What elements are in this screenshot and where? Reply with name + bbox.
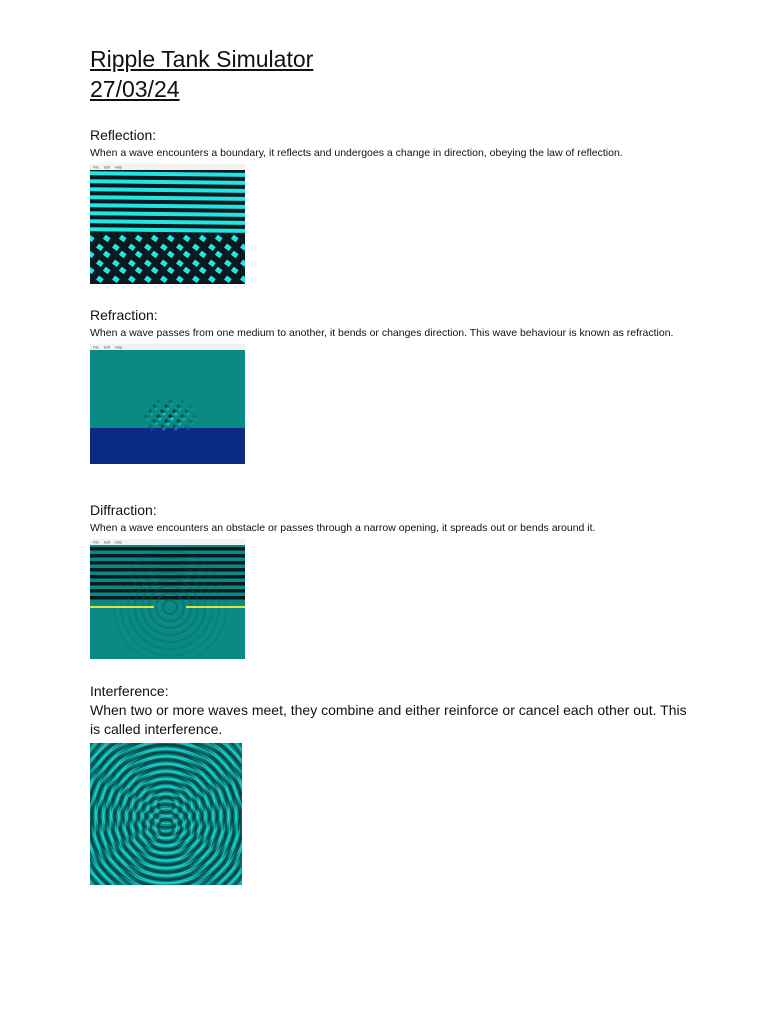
- diffraction-simulation-image: [90, 539, 690, 659]
- menu-file: File: [93, 540, 99, 545]
- reflection-simulation-image: [90, 164, 690, 284]
- menu-help: Help: [115, 540, 123, 545]
- section-description: When a wave encounters a boundary, it reflects and undergoes a change in direction, obeying the law of reflection.: [90, 147, 623, 159]
- section-heading: Refraction:: [90, 307, 158, 323]
- interference-simulation-image: [90, 743, 690, 885]
- document-date: 27/03/24: [90, 76, 180, 102]
- wave-stripe: [90, 596, 245, 600]
- section-reflection: [90, 126, 690, 284]
- barrier-left: [90, 606, 154, 608]
- section-interference: [90, 682, 690, 885]
- section-heading: Diffraction:: [90, 502, 157, 518]
- section-heading: Reflection:: [90, 127, 157, 143]
- section-diffraction: [90, 501, 690, 659]
- document-title: Ripple Tank Simulator: [90, 46, 314, 72]
- menu-file: File: [93, 165, 99, 170]
- menu-edit: Edit: [104, 165, 111, 170]
- section-heading: Interference:: [90, 683, 169, 699]
- document-header: [90, 44, 710, 104]
- menu-help: Help: [115, 345, 123, 350]
- diffraction-wave-pattern: [90, 539, 245, 659]
- section-description: When two or more waves meet, they combine and either reinforce or cancel each other out. This is called interference.: [90, 702, 687, 737]
- interference-wave-pattern: [90, 743, 242, 885]
- refraction-wave-pattern: [90, 344, 245, 464]
- section-description: When a wave passes from one medium to another, it bends or changes direction. This wave behaviour is known as refraction.: [90, 327, 674, 339]
- wave-stripe: [90, 575, 245, 579]
- menu-file: File: [93, 345, 99, 350]
- second-medium: [90, 428, 245, 464]
- menu-help: Help: [115, 165, 123, 170]
- menu-edit: Edit: [104, 345, 111, 350]
- reflection-wave-pattern: [90, 164, 245, 284]
- wave-stripe: [90, 561, 245, 565]
- wave-stripe: [90, 547, 245, 551]
- wave-stripe: [90, 554, 245, 558]
- menu-edit: Edit: [104, 540, 111, 545]
- refraction-simulation-image: [90, 344, 690, 464]
- section-description: When a wave encounters an obstacle or passes through a narrow opening, it spreads out or bends around it.: [90, 522, 596, 534]
- wave-stripe: [90, 589, 245, 593]
- section-refraction: [90, 306, 690, 464]
- barrier-right: [186, 606, 245, 608]
- wave-stripe: [90, 568, 245, 572]
